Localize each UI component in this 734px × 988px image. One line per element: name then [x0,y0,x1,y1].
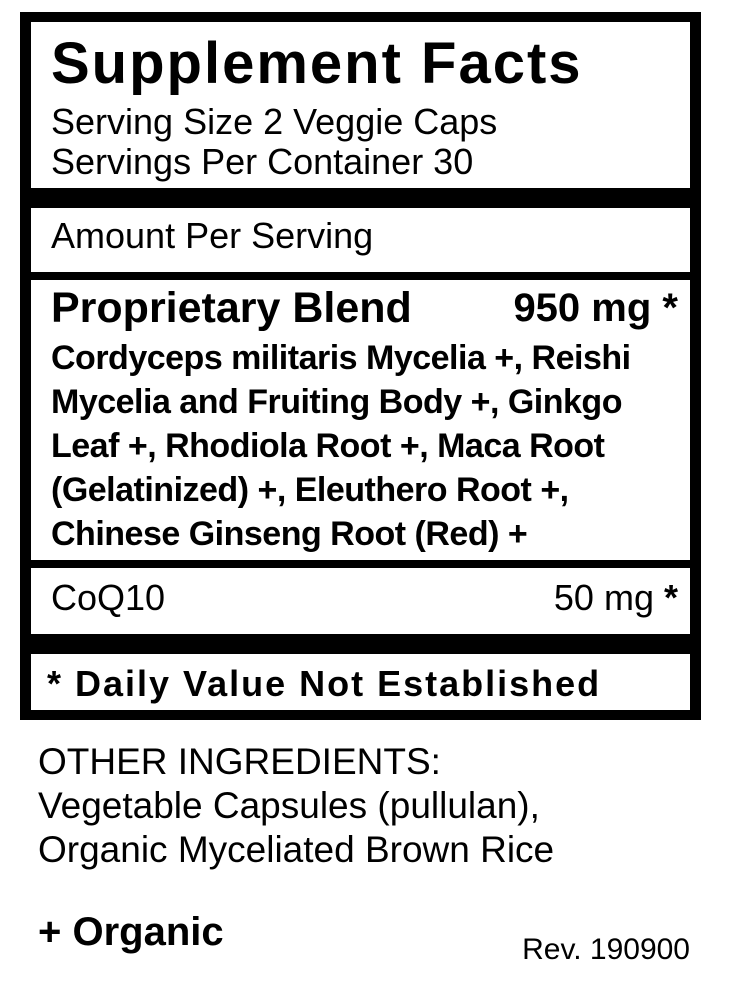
coq10-asterisk: * [663,577,678,618]
proprietary-blend-amount [513,284,678,332]
amount-per-serving-label: Amount Per Serving [51,215,374,256]
other-ingredients-line: Organic Myceliated Brown Rice [38,829,555,870]
coq10-name: CoQ10 [51,577,166,618]
proprietary-blend-amount-value: 950 mg [513,286,652,330]
other-ingredients-line: Vegetable Capsules (pullulan), [38,785,540,826]
panel-title: Supplement Facts [51,31,583,96]
blend-ingredient-line: Leaf +, Rhodiola Root +, Maca Root [51,427,605,465]
coq10-amount-value: 50 mg [553,577,654,618]
blend-ingredient-line: Chinese Ginseng Root (Red) + [51,515,528,553]
proprietary-blend-name: Proprietary Blend [51,284,412,332]
daily-value-section [31,654,690,710]
proprietary-blend-asterisk: * [662,286,678,330]
amount-per-serving-section [31,208,690,272]
header-section [31,22,690,188]
organic-note: + Organic [38,910,224,954]
blend-ingredient-line: Cordyceps militaris Mycelia +, Reishi [51,339,631,377]
servings-per-container: Servings Per Container 30 [51,141,474,182]
revision-number: Rev. 190900 [522,933,690,966]
coq10-amount [554,578,678,618]
other-ingredients [38,740,554,872]
serving-size: Serving Size 2 Veggie Caps [51,101,498,142]
coq10-section [31,568,690,634]
daily-value-note: * Daily Value Not Established [47,663,602,704]
proprietary-blend-section [31,280,690,560]
proprietary-blend-ingredients [51,336,681,556]
blend-ingredient-line: (Gelatinized) +, Eleuthero Root +, [51,471,569,509]
supplement-facts-panel [20,12,701,720]
blend-ingredient-line: Mycelia and Fruiting Body +, Ginkgo [51,383,622,421]
other-ingredients-heading: OTHER INGREDIENTS: [38,741,441,782]
